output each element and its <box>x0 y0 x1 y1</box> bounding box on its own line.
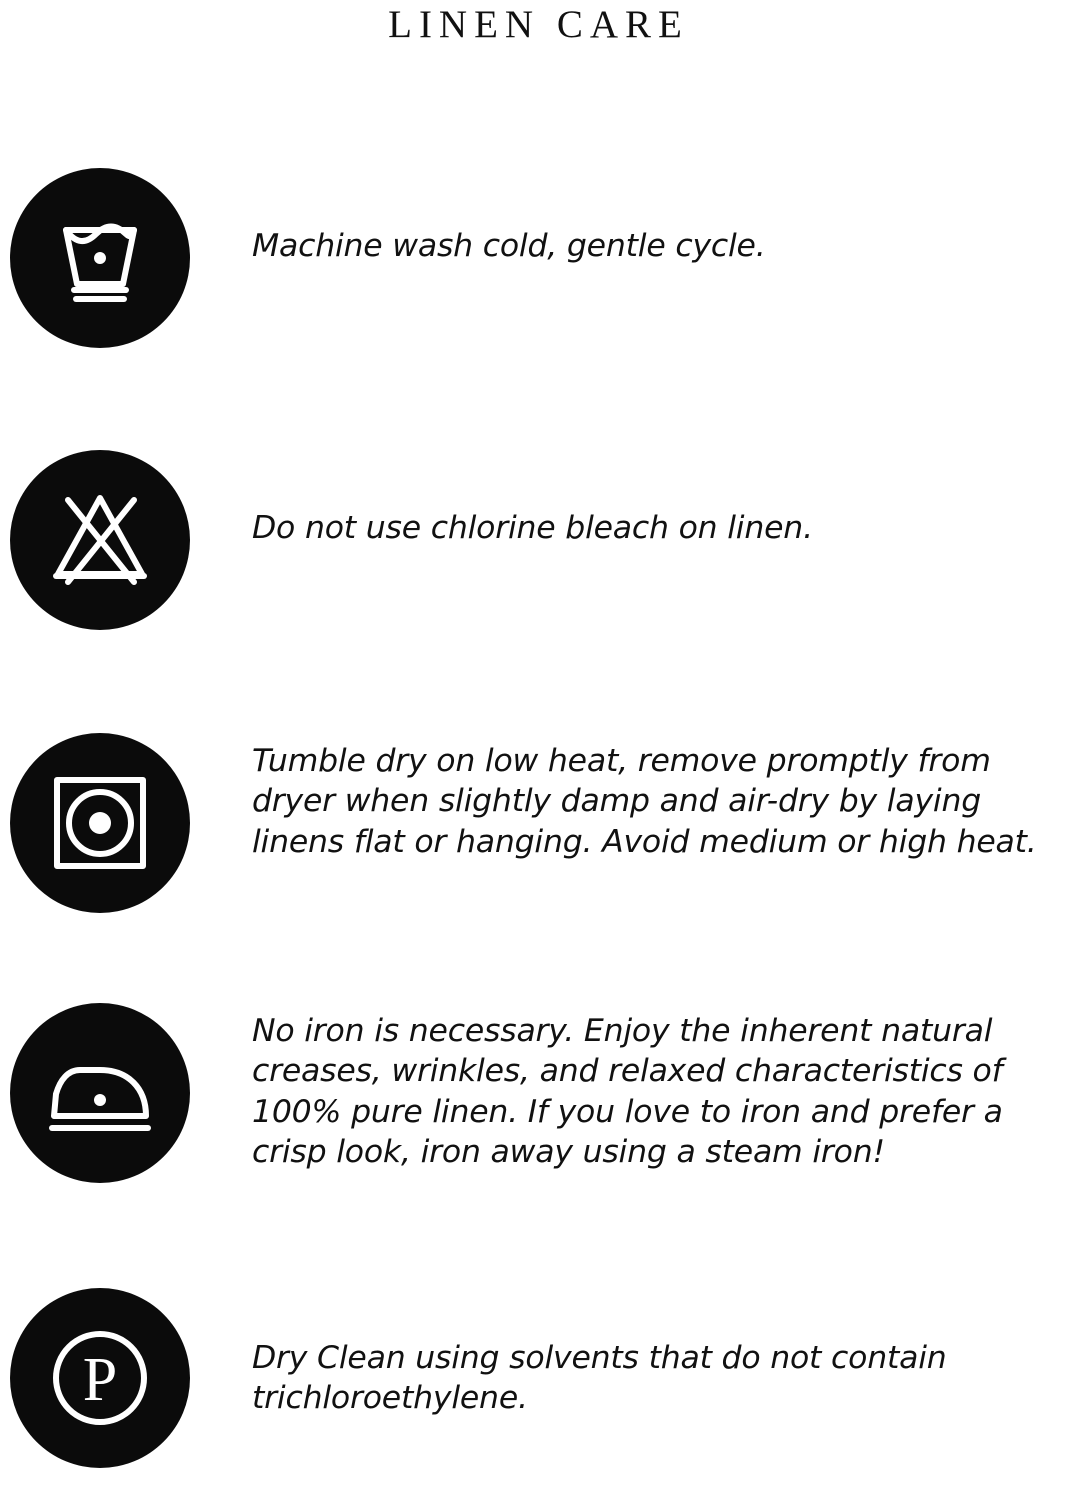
iron-icon <box>10 1003 190 1183</box>
icon-cell <box>0 1003 200 1183</box>
text-cell <box>200 1288 1077 1419</box>
list-item <box>0 733 1077 913</box>
dry-clean-p-icon <box>10 1288 190 1468</box>
care-instruction-text: Dry Clean using solvents that do not contain trichloroethylene. <box>252 1340 947 1417</box>
care-instruction-text: Machine wash cold, gentle cycle. <box>252 228 766 264</box>
tumble-dry-low-icon <box>10 733 190 913</box>
icon-cell <box>0 1288 200 1468</box>
care-instruction-text: Do not use chlorine bleach on linen. <box>252 510 813 546</box>
list-item <box>0 168 1077 348</box>
care-instruction-text: No iron is necessary. Enjoy the inherent natural creases, wrinkles, and relaxed characteristics of 100% pure linen. If you love to iron and prefer a crisp look, iron away using a steam iron! <box>252 1013 1003 1170</box>
text-cell <box>200 168 1077 266</box>
page-title: LINEN CARE <box>388 3 689 46</box>
list-item <box>0 1003 1077 1183</box>
icon-cell <box>0 168 200 348</box>
do-not-bleach-icon <box>10 450 190 630</box>
text-cell <box>200 733 1077 862</box>
list-item <box>0 1288 1077 1468</box>
list-item <box>0 450 1077 630</box>
machine-wash-cold-icon <box>10 168 190 348</box>
icon-cell <box>0 733 200 913</box>
icon-cell <box>0 450 200 630</box>
text-cell <box>200 1003 1077 1172</box>
svg-text:P: P <box>82 1346 118 1414</box>
text-cell <box>200 450 1077 548</box>
care-instruction-text: Tumble dry on low heat, remove promptly from dryer when slightly damp and air-dry by laying linens flat or hanging. Avoid medium or high heat. <box>252 743 1037 860</box>
